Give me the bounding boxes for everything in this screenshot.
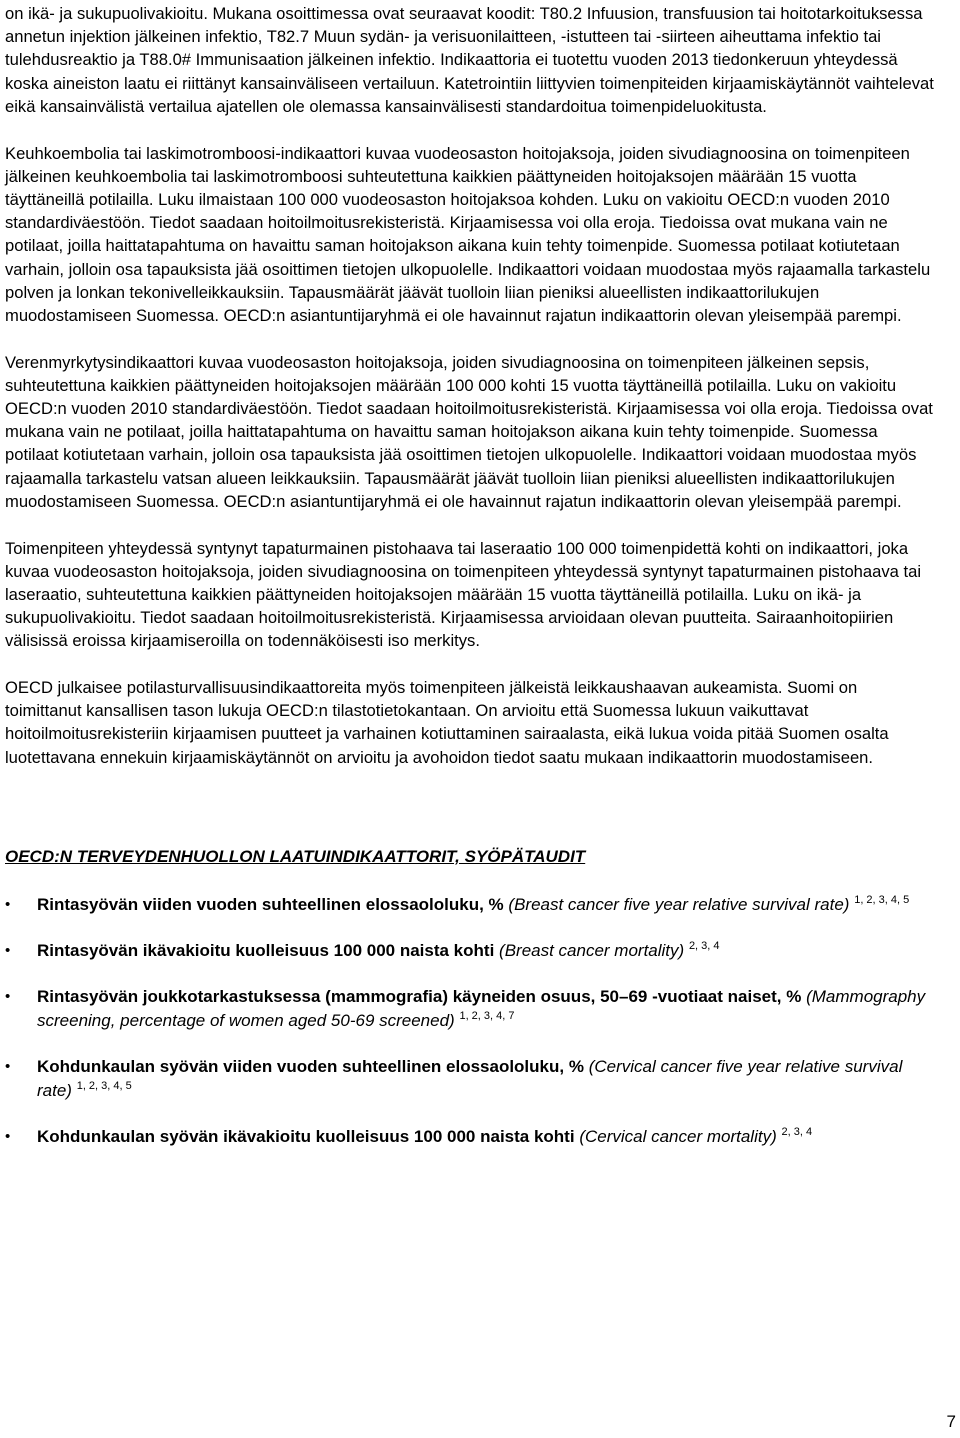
indicator-english-name: (Breast cancer mortality): [499, 940, 685, 960]
indicator-references: 1, 2, 3, 4, 7: [459, 1009, 515, 1022]
list-item: [5, 1055, 935, 1103]
indicator-references: 1, 2, 3, 4, 5: [76, 1079, 132, 1092]
bullet-icon: •: [5, 941, 11, 959]
bullet-icon: •: [5, 1057, 11, 1075]
indicator-finnish-name: Rintasyövän joukkotarkastuksessa (mammografia) käyneiden osuus, 50–69 -vuotiaat naiset, %: [37, 986, 802, 1006]
paragraph-wound-dehiscence: OECD julkaisee potilasturvallisuusindikaattoreita myös toimenpiteen jälkeistä leikkaushaavan aukeamista. Suomi on toimittanut kansallisen tason lukuja OECD:n tilastotietokantaan. On arvioitu että Suomessa lukuun vaikuttavat hoitoilmoitusrekisteriin kirjaamisen puutteet ja varhainen kotiuttaminen sairaalasta, eikä lukua voida pitää Suomen osalta luotettavana ennekuin kirjaamiskäytännöt on arvioitu ja avohoidon tiedot saatu mukaan indikaattorin muodostamiseen.: [5, 678, 889, 767]
indicator-finnish-name: Rintasyövän viiden vuoden suhteellinen elossaololuku, %: [37, 894, 504, 914]
paragraph-puncture-laceration: Toimenpiteen yhteydessä syntynyt tapaturmainen pistohaava tai laseraatio 100 000 toimenpidettä kohti on indikaattori, joka kuvaa vuodeosaston hoitojaksoja, joiden sivudiagnoosina on toimenpiteen yhteydessä syntynyt tapaturmainen pistohaava tai laseraatio, suhteutettuna kaikkien päättyneiden hoitojaksojen määrään 15 vuotta täyttäneillä potilailla. Luku on ikä- ja sukupuolivakioitu. Tiedot saadaan hoitoilmoitusrekisteristä. Kirjaamisessa arvioidaan olevan puutteita. Sairaanhoitopiirien välisissä eroissa kirjaamiseroilla on todennäköisesti iso merkitys.: [5, 538, 922, 651]
list-item: [5, 985, 935, 1033]
indicator-finnish-name: Kohdunkaulan syövän ikävakioitu kuolleisuus 100 000 naista kohti: [37, 1126, 575, 1146]
indicator-references: 2, 3, 4: [781, 1125, 813, 1138]
indicator-english-name: (Cervical cancer five year relative survival rate): [37, 1056, 903, 1100]
list-item: [5, 1125, 935, 1149]
indicator-references: 1, 2, 3, 4, 5: [854, 893, 910, 906]
indicator-english-name: (Cervical cancer mortality): [579, 1126, 777, 1146]
paragraph-sepsis: Verenmyrkytysindikaattori kuvaa vuodeosaston hoitojaksoja, joiden sivudiagnoosina on toimenpiteen jälkeinen sepsis, suhteutettuna kaikkien päättyneiden hoitojaksojen määrään 100 000 kohti 15 vuotta täyttäneillä potilailla. Luku on vakioitu OECD:n vuoden 2010 standardiväestöön. Tiedot saadaan hoitoilmoitusrekisteristä. Kirjaamisessa voi olla eroja. Tiedoissa ovat mukana vain ne potilaat, joilla haittatapahtuma on havaittu saman hoitojakson aikana kuin tehty toimenpide. Suomessa potilaat kotiutetaan varhain, jolloin osa tapauksista jää osoittimen tietojen ulkopuolelle. Indikaattori voidaan muodostaa myös rajaamalla tarkastelu vatsan alueen leikkauksiin. Tapausmäärät jäävät tuolloin liian pieniksi alueellisten indikaattorilukujen muodostamiseen Suomessa. OECD:n asiantuntijaryhmä ei ole havainnut rajatun indikaattorin olevan yleisempää parempi.: [5, 352, 933, 511]
indicator-list: [5, 893, 935, 1149]
paragraph-infection-codes: on ikä- ja sukupuolivakioitu. Mukana osoittimessa ovat seuraavat koodit: T80.2 Infuusion, transfuusion tai hoitotarkoituksessa annetun injektion jälkeinen infektio, T82.7 Muun sydän- ja verisuonilaitteen, -istutteen tai -siirteen aiheuttama infektio tai tulehdusreaktio ja T88.0# Immunisaation jälkeinen infektio. Indikaattoria ei tuotettu vuoden 2013 tiedonkeruun yhteydessä koska aineiston laatu ei riittänyt kansainväliseen vertailuun. Katetrointiin liittyvien toimenpiteiden kirjaamiskäytännöt vaihtelevat eikä kansainvälistä vertailua ajatellen ole olemassa kansainvälisesti standardoitua toimenpideluokitusta.: [5, 4, 934, 116]
paragraph-pulmonary-embolism: Keuhkoembolia tai laskimotromboosi-indikaattori kuvaa vuodeosaston hoitojaksoja, joiden sivudiagnoosina on toimenpiteen jälkeinen keuhkoembolia tai laskimotromboosi suhteutettuna kaikkien päättyneiden hoitojaksojen määrään 15 vuotta täyttäneillä potilailla. Luku ilmaistaan 100 000 vuodeosaston hoitojaksoa kohden. Luku on vakioitu OECD:n vuoden 2010 standardiväestöön. Tiedot saadaan hoitoilmoitusrekisteristä. Kirjaamisessa voi olla eroja. Tiedoissa ovat mukana vain ne potilaat, joilla haittatapahtuma on havaittu saman hoitojakson aikana kuin tehty toimenpide. Suomessa potilaat kotiutetaan varhain, jolloin osa tapauksista jää osoittimen tietojen ulkopuolelle. Indikaattori voidaan muodostaa myös rajaamalla tarkastelu polven ja lonkan tekonivelleikkauksiin. Tapausmäärät jäävät tuolloin liian pieniksi alueellisten indikaattorilukujen muodostamiseen Suomessa. OECD:n asiantuntijaryhmä ei ole havainnut rajatun indikaattorin olevan yleisempää parempi.: [5, 143, 931, 325]
bullet-icon: •: [5, 895, 11, 913]
indicator-english-name: (Mammography screening, percentage of women aged 50-69 screened): [37, 986, 926, 1030]
indicator-finnish-name: Kohdunkaulan syövän viiden vuoden suhteellinen elossaololuku, %: [37, 1056, 584, 1076]
indicator-english-name: (Breast cancer five year relative survival rate): [508, 894, 850, 914]
page-number: 7: [946, 1412, 956, 1431]
list-item: [5, 939, 935, 963]
indicator-references: 2, 3, 4: [688, 939, 720, 952]
indicator-finnish-name: Rintasyövän ikävakioitu kuolleisuus 100 000 naista kohti: [37, 940, 495, 960]
bullet-icon: •: [5, 987, 11, 1005]
section-heading: OECD:N TERVEYDENHUOLLON LAATUINDIKAATTORIT, SYÖPÄTAUDIT: [5, 846, 586, 866]
document-page: [5, 2, 935, 1171]
bullet-icon: •: [5, 1127, 11, 1145]
list-item: [5, 893, 935, 917]
